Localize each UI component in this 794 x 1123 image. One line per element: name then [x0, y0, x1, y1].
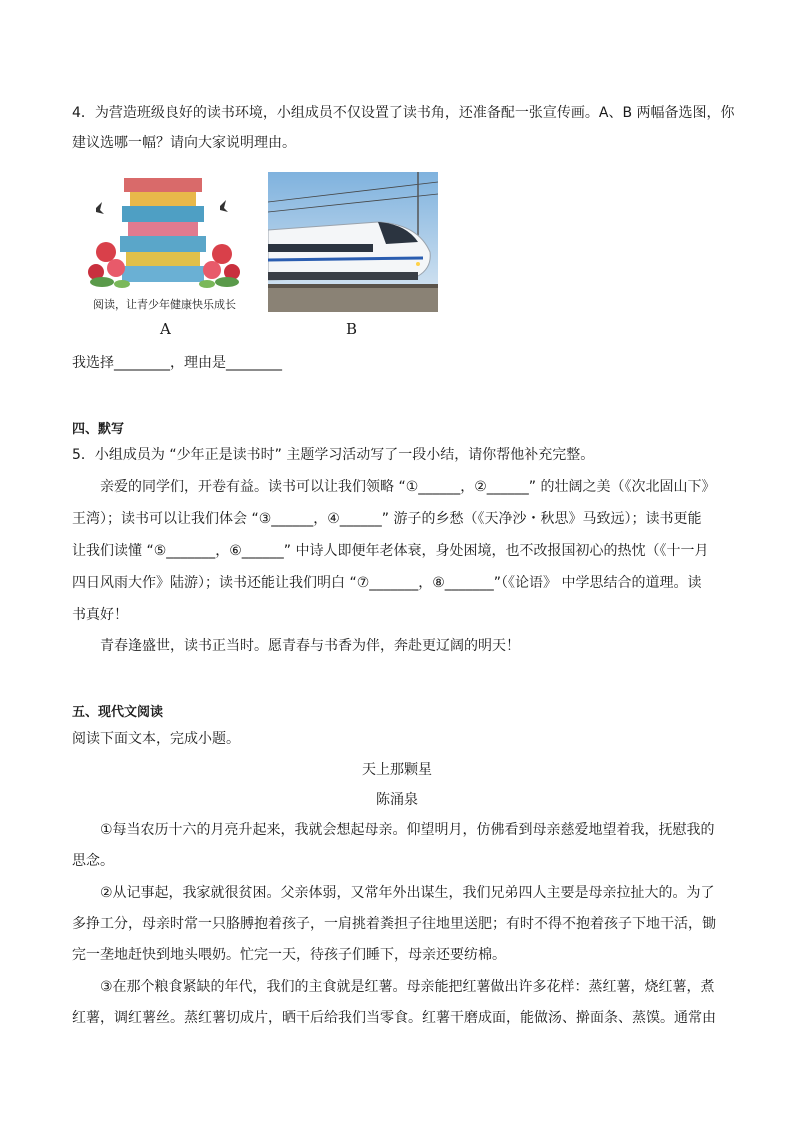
article-title: 天上那颗星 [362, 762, 432, 778]
q5-paragraph-line-1: 亲爱的同学们，开卷有益。读书可以让我们领略 “①______，②______” 的壮阔之美（《次北固山下》 [100, 479, 716, 495]
q5-prompt: 5．小组成员为 “少年正是读书时” 主题学习活动写了一段小结，请你帮他补充完整。 [72, 447, 595, 463]
article-para-1-line-2: 思念。 [72, 853, 114, 869]
article-para-3-line-1: ③在那个粮食紧缺的年代，我们的主食就是红薯。母亲能把红薯做出许多花样：蒸红薯，烧红薯，煮 [100, 979, 715, 995]
section-5-heading: 五、现代文阅读 [72, 705, 164, 720]
article-para-1-line-1: ①每当农历十六的月亮升起来，我就会想起母亲。仰望明月，仿佛看到母亲慈爱地望着我，抚慰我的 [100, 822, 715, 838]
train-icon [268, 172, 438, 312]
stacked-books-flowers-icon [82, 172, 247, 312]
q5-paragraph-line-5: 书真好！ [72, 607, 128, 623]
q4-answer-line: 我选择________，理由是________ [72, 355, 282, 371]
q4-line-1: 4．为营造班级良好的读书环境，小组成员不仅设置了读书角，还准备配一张宣传画。A、B 两幅备选图，你 [72, 105, 735, 121]
image-a-label: A [160, 320, 171, 338]
q5-paragraph-line-2: 王湾）；读书可以让我们体会 “③______，④______” 游子的乡愁（《天净沙・秋思》马致远）；读书更能 [72, 511, 702, 527]
image-b-train-photo [268, 172, 438, 312]
section-4-heading: 四、默写 [72, 422, 125, 437]
q5-paragraph-line-4: 四日风雨大作》陆游）；读书还能让我们明白 “⑦_______，⑧_______”（《论语》 中学思结合的道理。读 [72, 575, 702, 591]
article-para-2-line-2: 多挣工分，母亲时常一只胳膊抱着孩子，一肩挑着粪担子往地里送肥；有时不得不抱着孩子下地干活，锄 [72, 916, 716, 932]
image-a-caption: 阅读，让青少年健康快乐成长 [93, 298, 236, 311]
article-author: 陈涌泉 [376, 792, 418, 808]
q4-line-2: 建议选哪一幅？请向大家说明理由。 [72, 135, 296, 151]
q5-paragraph-line-3: 让我们读懂 “⑤_______，⑥______” 中诗人即便年老体衰，身处困境，也不改报国初心的热忱（《十一月 [72, 543, 709, 559]
q5-paragraph-line-6: 青春逢盛世，读书正当时。愿青春与书香为伴，奔赴更辽阔的明天！ [100, 638, 520, 654]
image-a-reading-poster [82, 172, 247, 312]
section-5-instruction: 阅读下面文本，完成小题。 [72, 731, 240, 747]
article-para-3-line-2: 红薯，调红薯丝。蒸红薯切成片，晒干后给我们当零食。红薯干磨成面，能做汤、擀面条、蒸馍。通常由 [72, 1010, 716, 1026]
image-b-label: B [346, 320, 358, 338]
article-para-2-line-1: ②从记事起，我家就很贫困。父亲体弱，又常年外出谋生，我们兄弟四人主要是母亲拉扯大的。为了 [100, 885, 715, 901]
article-para-2-line-3: 完一垄地赶快到地头喂奶。忙完一天，待孩子们睡下，母亲还要纺棉。 [72, 947, 506, 963]
